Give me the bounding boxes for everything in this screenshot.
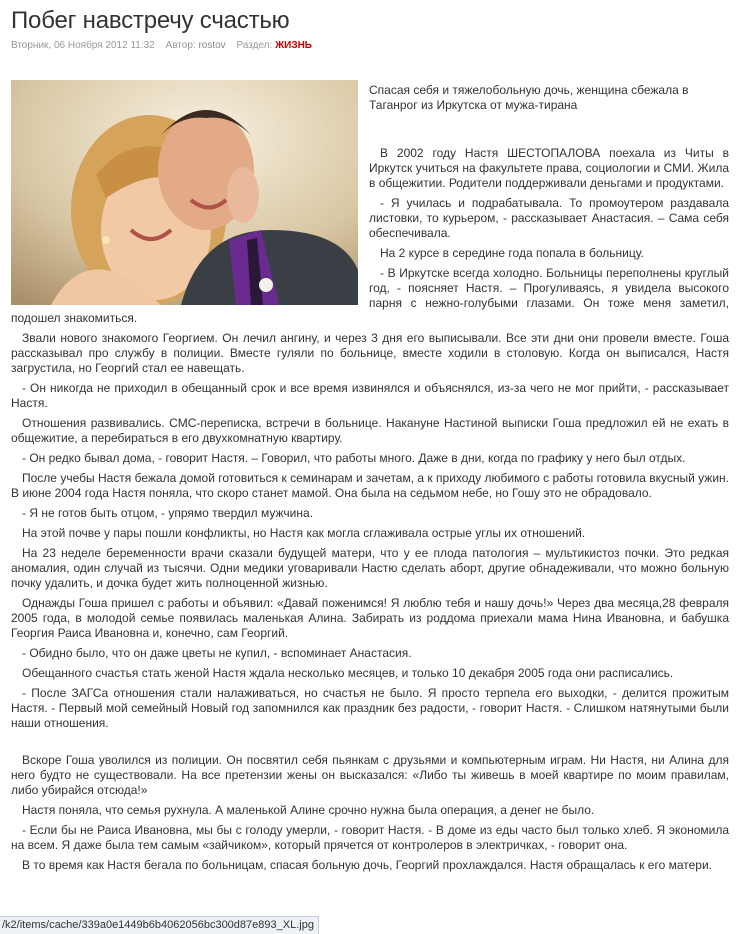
author-label: Автор: (165, 40, 196, 51)
article-paragraph: Звали нового знакомого Георгием. Он лечил ангину, и через 3 дня его выписывали. Все эти дни они провели вместе. Гоша рассказывал про службу в полиции. Вместе гуляли по больнице, вместе ходили в столовую. Когда он выписался, Настя загрустила, но Георгий стал ее навещать. (11, 331, 729, 375)
article-paragraph: На 23 неделе беременности врачи сказали будущей матери, что у ее плода патология – мультикистоз почки. Это редкая аномалия, один случай из тысячи. Одни медики уговаривали Настю сделать аборт, другие обнадеживали, что можно больную почку удалить, и дочка будет жить полноценной жизнью. (11, 546, 729, 590)
article-paragraph: - Я не готов быть отцом, - упрямо твердил мужчина. (22, 506, 314, 520)
article-paragraph: На этой почве у пары пошли конфликты, но Настя как могла сглаживала острые углы их отношений. (22, 526, 586, 540)
photo-spacer (11, 146, 369, 310)
article-paragraph: Настя поняла, что семья рухнула. А маленькой Алине срочно нужна была операция, а денег не было. (22, 803, 595, 817)
article-paragraph: Однажды Гоша пришел с работы и объявил: «Давай поженимся! Я люблю тебя и нашу дочь!» Через два месяца,28 февраля 2005 года, в молодой семье появилась маленькая Алина. Забирать из роддома приехали мама Нина Ивановна, и бабушка Георгия Раиса Ивановна и, конечно, сам Георгий. (11, 596, 729, 640)
article-paragraph: Отношения развивались. СМС-переписка, встречи в больнице. Накануне Настиной выписки Гоша предложил ей не ехать в общежитие, а перебираться в его двухкомнатную квартиру. (11, 416, 729, 445)
status-bar-url: /k2/items/cache/339a0e1449b6b4062056bc300d87e893_XL.jpg (0, 916, 319, 934)
article-paragraph: - Он никогда не приходил в обещанный срок и все время извинялся и объяснялся, из-за чего не мог прийти, - рассказывает Настя. (11, 381, 729, 410)
section-label: Раздел: (236, 40, 273, 51)
article-paragraph: - Он редко бывал дома, - говорит Настя. – Говорил, что работы много. Даже в дни, когда по графику у него был отдых. (22, 451, 686, 465)
article-paragraph: В 2002 году Настя ШЕСТОПАЛОВА поехала из Читы в Иркутск учиться на факультете права, социологии и СМИ. Жила в общежитии. Родители поддерживали деньгами и продуктами. (369, 146, 729, 190)
article-body (11, 146, 729, 878)
article-lead: Спасая себя и тяжелобольную дочь, женщина сбежала в Таганрог из Иркутска от мужа-тирана (369, 83, 689, 112)
article-paragraph: Вскоре Гоша уволился из полиции. Он посвятил себя пьянкам с друзьями и компьютерным играм. Ни Настя, ни Алина для него будто не существовали. На все претензии жены он высказался: «Либо ты живешь в моей квартире по моим правилам, либо убирайся отсюда!» (11, 753, 729, 797)
author-link[interactable]: rostov (198, 40, 226, 51)
article-date: Вторник, 06 Ноября 2012 11:32 (11, 40, 155, 51)
article-paragraph: - Если бы не Раиса Ивановна, мы бы с голоду умерли, - говорит Настя. - В доме из еды часто был только хлеб. Я экономила на всем. Я даже была тем самым «зайчиком», который прячется от контролеров в электричках, - говорит она. (11, 823, 729, 852)
article-paragraph: - В Иркутске всегда холодно. Больницы переполнены круглый год, - поясняет Настя. – Прогуливаясь, я увидела высокого парня с нежно-голубыми глазами. Он тоже меня заметил, подошел знакомиться. (11, 266, 729, 325)
article-paragraph: После учебы Настя бежала домой готовиться к семинарам и зачетам, а к приходу любимого с работы готовила вкусный ужин. В июне 2004 года Настя поняла, что скоро станет мамой. Она была на седьмом небе, но Гошу это не обрадовало. (11, 471, 729, 500)
article-meta (11, 40, 312, 51)
article-paragraph: В то время как Настя бегала по больницам, спасая больную дочь, Георгий прохлаждался. Настя обращалась к его матери. (22, 858, 713, 872)
article-paragraph: - Обидно было, что он даже цветы не купил, - вспоминает Анастасия. (22, 646, 412, 660)
section-link[interactable]: ЖИЗНЬ (275, 40, 312, 51)
article-paragraph: Обещанного счастья стать женой Настя ждала несколько месяцев, и только 10 декабря 2005 года они расписались. (22, 666, 674, 680)
article-paragraph: - После ЗАГСа отношения стали налаживаться, но счастья не было. Я просто терпела его выходки, - делится прожитым Настя. - Первый мой семейный Новый год запомнился как праздник без радости, - говорит Настя. - Слишком натянутыми были наши отношения. (11, 686, 729, 730)
article-paragraph: - Я училась и подрабатывала. То промоутером раздавала листовки, то курьером, - рассказывает Анастасия. – Сама себя обеспечивала. (369, 196, 729, 240)
article-title: Побег навстречу счастью (11, 7, 290, 34)
article-paragraph: На 2 курсе в середине года попала в больницу. (380, 246, 644, 260)
